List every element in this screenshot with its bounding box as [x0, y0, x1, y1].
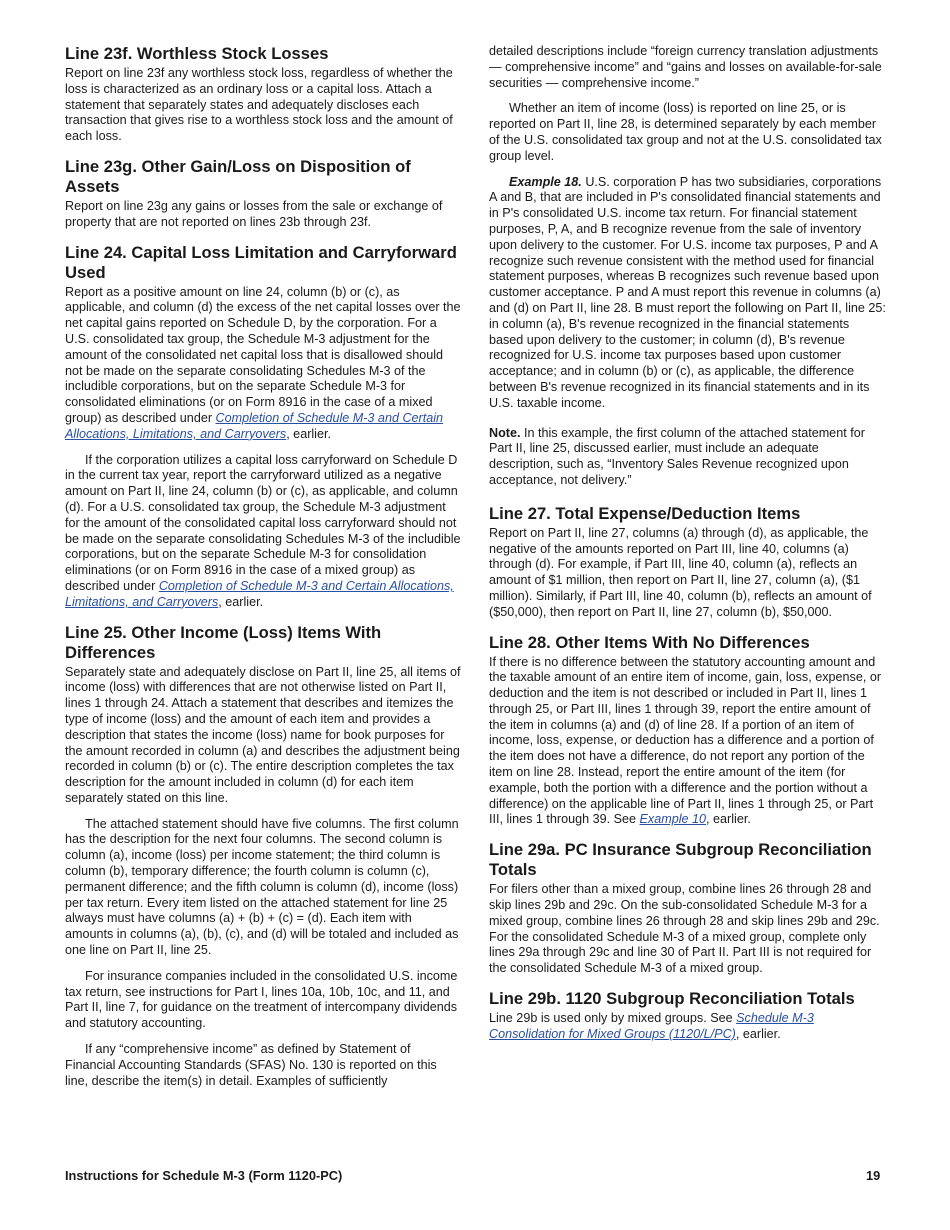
- note: Note. In this example, the first column of the attached statement for Part II, line 25, discussed earlier, must include an adequate description, such as, “Inventory Sales Revenue recognized upon acceptance, not delivery.”: [489, 425, 865, 487]
- paragraph-line-25-a: Separately state and adequately disclose on Part II, line 25, all items of income (loss) with differences that are not otherwise listed on Part II, lines 1 through 24. Attach a statement that describes and itemizes the type of income (loss) and the amount of each item and provides a description that states the income (loss) name for book purposes for the amount recorded in column (a) and describes the adjustment being recorded in column (b) or (c). The entire description completes the tax description for the amount included in column (d) for each item separately stated on this line.: [65, 664, 461, 805]
- heading-line-23f: Line 23f. Worthless Stock Losses: [65, 44, 329, 63]
- left-column: [65, 44, 462, 1089]
- heading-line-29b: Line 29b. 1120 Subgroup Reconciliation Totals: [489, 989, 855, 1009]
- paragraph-line-24-b: If the corporation utilizes a capital loss carryforward on Schedule D in the current tax year, report the carryforward utilized as a negative amount on Part II, line 24, column (b) or (c), as applicable, and column (d). For a U.S. consolidated tax group, the Schedule M-3 adjustment for the amount of the consolidated capital loss carryforward should not be made on the separate consolidating Schedules M-3 of the includible corporations, but on the separate Schedule M-3 for consolidation eliminations (or on Form 8916 in the case of a mixed group) as described under Completion of Schedule M-3 and Certain Allocations, Limitations, and Carryovers, earlier.: [65, 452, 461, 609]
- heading-line-27: Line 27. Total Expense/Deduction Items: [489, 503, 801, 523]
- link-example-10[interactable]: Example 10: [639, 812, 707, 827]
- heading-line-28: Line 28. Other Items With No Differences: [489, 632, 810, 652]
- paragraph-line-27: Report on Part II, line 27, columns (a) through (d), as applicable, the negative of the amounts reported on Part III, line 40, columns (a) through (d). For example, if Part III, line 40, column (a), reflects an amount of $1 million, then report on Part II, line 27, column (a), ($1 million). Similarly, if Part III, line 40, column (b), reflects an amount of ($50,000), then report on Part II, line 27, column (b), $50,000.: [489, 525, 872, 619]
- paragraph-line-25-b: The attached statement should have five columns. The first column has the description for the next four columns. The second column is column (a), income (loss) per income statement; the third column is column (b), temporary difference; the fourth column is column (c), permanent difference; and the fifth column is column (d), income (loss) per tax return. Every item listed on the attached statement for line 25 always must have columns (a) + (b) + (c) = (d). Each item with amounts in columns (a), (b), (c), and (d) will be totaled and included as one line on Part II, line 25.: [65, 816, 459, 958]
- paragraph-line-29b: Line 29b is used only by mixed groups. See Schedule M-3 Consolidation for Mixed Groups (1120/L/PC), earlier.: [489, 1011, 814, 1041]
- heading-line-23g: Line 23g. Other Gain/Loss on Disposition of Assets: [65, 156, 411, 196]
- paragraph-line-25-d: If any “comprehensive income” as defined by Statement of Financial Accounting Standards (SFAS) No. 130 is reported on this line, describe the item(s) in detail. Examples of sufficiently: [65, 1042, 437, 1088]
- heading-line-24: Line 24. Capital Loss Limitation and Carryforward Used: [65, 242, 457, 282]
- example-18: Example 18. U.S. corporation P has two subsidiaries, corporations A and B, that are included in P's consolidated financial statements and in P's consolidated U.S. income tax return. For financial statement purposes, P, A, and B recognize revenue from the sale of inventory upon delivery to the customer. For U.S. income tax purposes, P and A recognize such revenue consistent with the method used for financial statement purposes, whereas B recognizes such revenue based upon customer acceptance. P and A must report this revenue in columns (a) and (d) on Part II, line 28. B must report the following on Part II, line 25: in column (a), B's revenue recognized in the financial statements based upon delivery to the customer; in column (d), B's revenue recognized for U.S. income tax purposes based upon customer acceptance; and in column (b) or (c), as applicable, the difference between B's revenue recognized in its financial statements and in its U.S. taxable income.: [489, 174, 886, 410]
- link-completion-schedule-m3[interactable]: Completion of Schedule M-3 and Certain Allocations, Limitations, and Carryovers: [65, 410, 444, 441]
- paragraph-line-24-a: Report as a positive amount on line 24, column (b) or (c), as applicable, and column (d) the excess of the net capital losses over the net capital gains reported on Schedule D, by the corporation. For a U.S. consolidated tax group, the Schedule M-3 adjustment for the amount of the consolidated net capital loss that is disallowed should not be made on the separate consolidating Schedules M-3 of the includible corporations, but on the separate Schedule M-3 for consolidated eliminations (or on Form 8916 in the case of a mixed group) as described under Completion of Schedule M-3 and Certain Allocations, Limitations, and Carryovers, earlier.: [65, 284, 461, 441]
- paragraph-line-23g: Report on line 23g any gains or losses from the sale or exchange of property that are not reported on lines 23b through 23f.: [65, 198, 443, 229]
- paragraph-line-25-f: Whether an item of income (loss) is reported on line 25, or is reported on Part II, line 28, is determined separately by each member of the U.S. consolidated tax group and not at the U.S. consolidated tax group level.: [489, 101, 882, 163]
- link-schedule-m3-consolidation[interactable]: Schedule M-3 Consolidation for Mixed Groups (1120/L/PC): [489, 1011, 814, 1041]
- page-number: 19: [866, 1168, 881, 1183]
- paragraph-line-25-e: detailed descriptions include “foreign currency translation adjustments — comprehensive income” and “gains and losses on available-for-sale securities — comprehensive income.”: [489, 44, 882, 90]
- link-completion-schedule-m3-2[interactable]: Completion of Schedule M-3 and Certain Allocations, Limitations, and Carryovers: [65, 578, 454, 609]
- heading-line-29a: Line 29a. PC Insurance Subgroup Reconciliation Totals: [489, 840, 872, 880]
- heading-line-25: Line 25. Other Income (Loss) Items With Differences: [65, 622, 382, 662]
- footer-title: Instructions for Schedule M-3 (Form 1120-PC): [65, 1168, 343, 1183]
- paragraph-line-25-c: For insurance companies included in the consolidated U.S. income tax return, see instructions for Part I, lines 10a, 10b, 10c, and 11, and Part II, line 7, for guidance on the treatment of intercompany dividends and statutory accounting.: [65, 968, 458, 1031]
- right-column: [489, 44, 886, 1043]
- note-label: Note.: [489, 425, 521, 440]
- paragraph-line-29a: For filers other than a mixed group, combine lines 26 through 28 and skip lines 29b and 29c. On the sub-consolidated Schedule M-3 for a mixed group, combine lines 26 through 28 and skip lines 29b and 29c. For the consolidated Schedule M-3 of a mixed group, complete only lines 29a through 29c and line 30 of Part II. Part III is not required for the consolidated Schedule M-3 of a mixed group.: [489, 882, 880, 976]
- example-18-label: Example 18.: [509, 174, 582, 189]
- paragraph-line-23f: Report on line 23f any worthless stock loss, regardless of whether the loss is characterized as an ordinary loss or a capital loss. Attach a statement that separately states and adequately discloses each transaction that gives rise to a worthless stock loss and the amount of each loss.: [65, 66, 453, 144]
- paragraph-line-28: If there is no difference between the statutory accounting amount and the taxable amount of an entire item of income, gain, loss, expense, or deduction and the item is not described or included in Part II, lines 1 through 25, or Part III, lines 1 through 39, report the entire amount of the item in columns (a) and (d) of line 28. If a portion of an item of income, loss, expense, or deduction has a difference and a portion of the item does not have a difference, do not report any portion of the item on line 28. Instead, report the entire amount of the item (for example, both the portion with a difference and the portion without a difference) on the applicable line of Part II, lines 1 through 25, or Part III, lines 1 through 39. See Example 10, earlier.: [489, 654, 882, 827]
